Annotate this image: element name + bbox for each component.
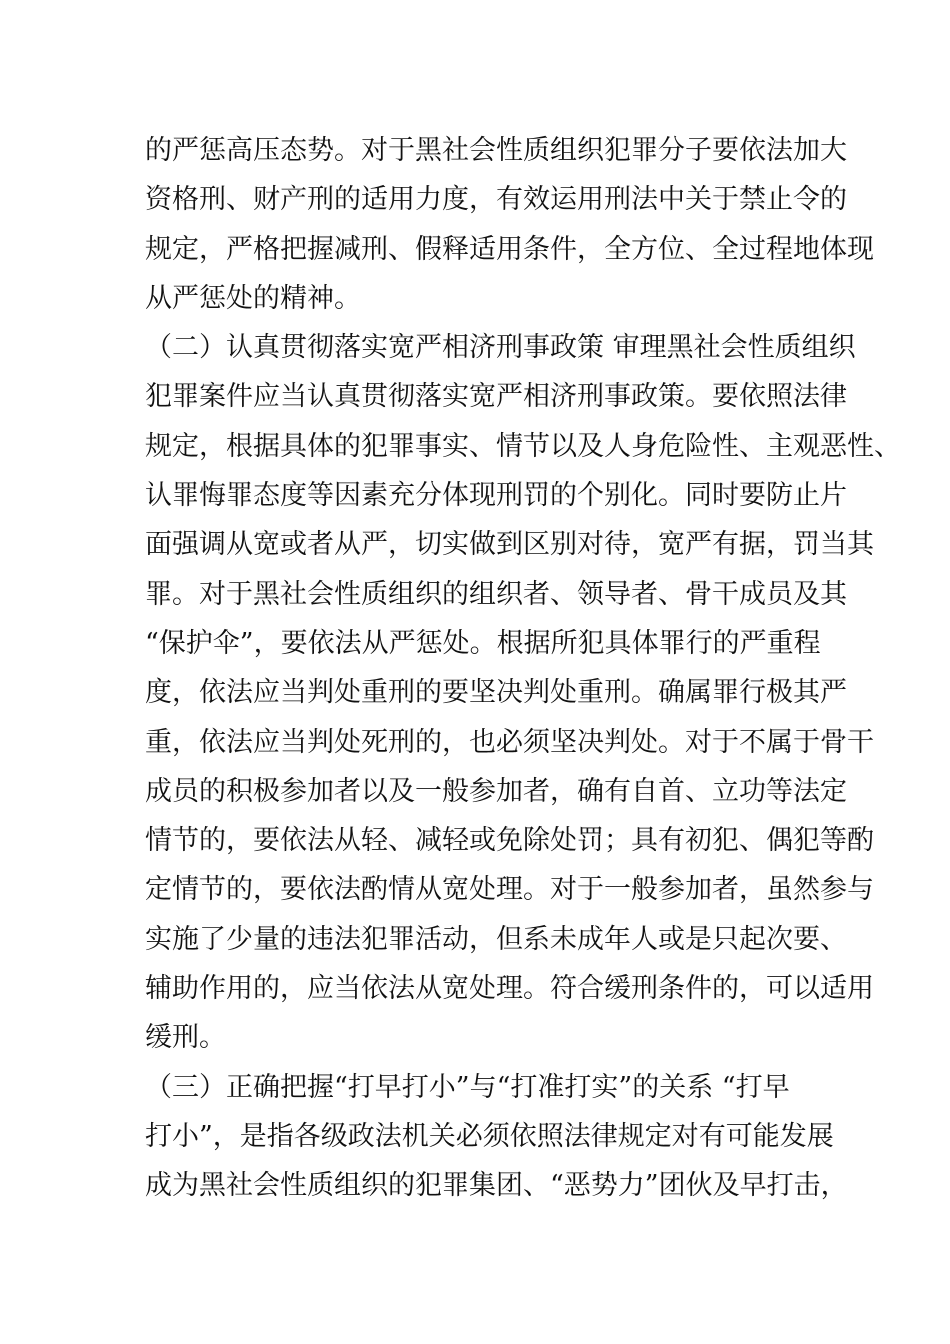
text-line: 度，依法应当判处重刑的要坚决判处重刑。确属罪行极其严 <box>145 677 847 709</box>
text-line: 规定，严格把握减刑、假释适用条件，全方位、全过程地体现 <box>145 233 874 265</box>
body-text <box>145 126 901 1211</box>
text-line: 缓刑。 <box>145 1022 226 1054</box>
text-line: 实施了少量的违法犯罪活动，但系未成年人或是只起次要、 <box>145 923 847 955</box>
text-line: 打小”，是指各级政法机关必须依照法律规定对有可能发展 <box>145 1120 834 1152</box>
text-line: 资格刑、财产刑的适用力度，有效运用刑法中关于禁止令的 <box>145 184 847 216</box>
text-line: 辅助作用的，应当依法从宽处理。符合缓刑条件的，可以适用 <box>145 973 874 1005</box>
text-line: 面强调从宽或者从严，切实做到区别对待，宽严有据，罚当其 <box>145 529 874 561</box>
text-line: 规定，根据具体的犯罪事实、情节以及人身危险性、主观恶性、 <box>145 430 901 462</box>
section-heading-line: （三）正确把握“打早打小”与“打准打实”的关系 “打早 <box>145 1071 790 1103</box>
text-line: 成为黑社会性质组织的犯罪集团、“恶势力”团伙及早打击， <box>145 1170 848 1202</box>
text-line: 定情节的，要依法酌情从宽处理。对于一般参加者，虽然参与 <box>145 874 874 906</box>
text-line: 重，依法应当判处死刑的，也必须坚决判处。对于不属于骨干 <box>145 726 874 758</box>
text-line: 认罪悔罪态度等因素充分体现刑罚的个别化。同时要防止片 <box>145 480 847 512</box>
text-line: 情节的，要依法从轻、减轻或免除处罚；具有初犯、偶犯等酌 <box>145 825 874 857</box>
text-line: 从严惩处的精神。 <box>145 282 361 314</box>
text-line: “保护伞”，要依法从严惩处。根据所犯具体罪行的严重程 <box>145 627 821 659</box>
section-heading-line: （二）认真贯彻落实宽严相济刑事政策 审理黑社会性质组织 <box>145 332 856 364</box>
text-line: 成员的积极参加者以及一般参加者，确有自首、立功等法定 <box>145 775 847 807</box>
text-line: 犯罪案件应当认真贯彻落实宽严相济刑事政策。要依照法律 <box>145 381 847 413</box>
text-line: 的严惩高压态势。对于黑社会性质组织犯罪分子要依法加大 <box>145 135 847 166</box>
text-line: 罪。对于黑社会性质组织的组织者、领导者、骨干成员及其 <box>145 578 847 610</box>
